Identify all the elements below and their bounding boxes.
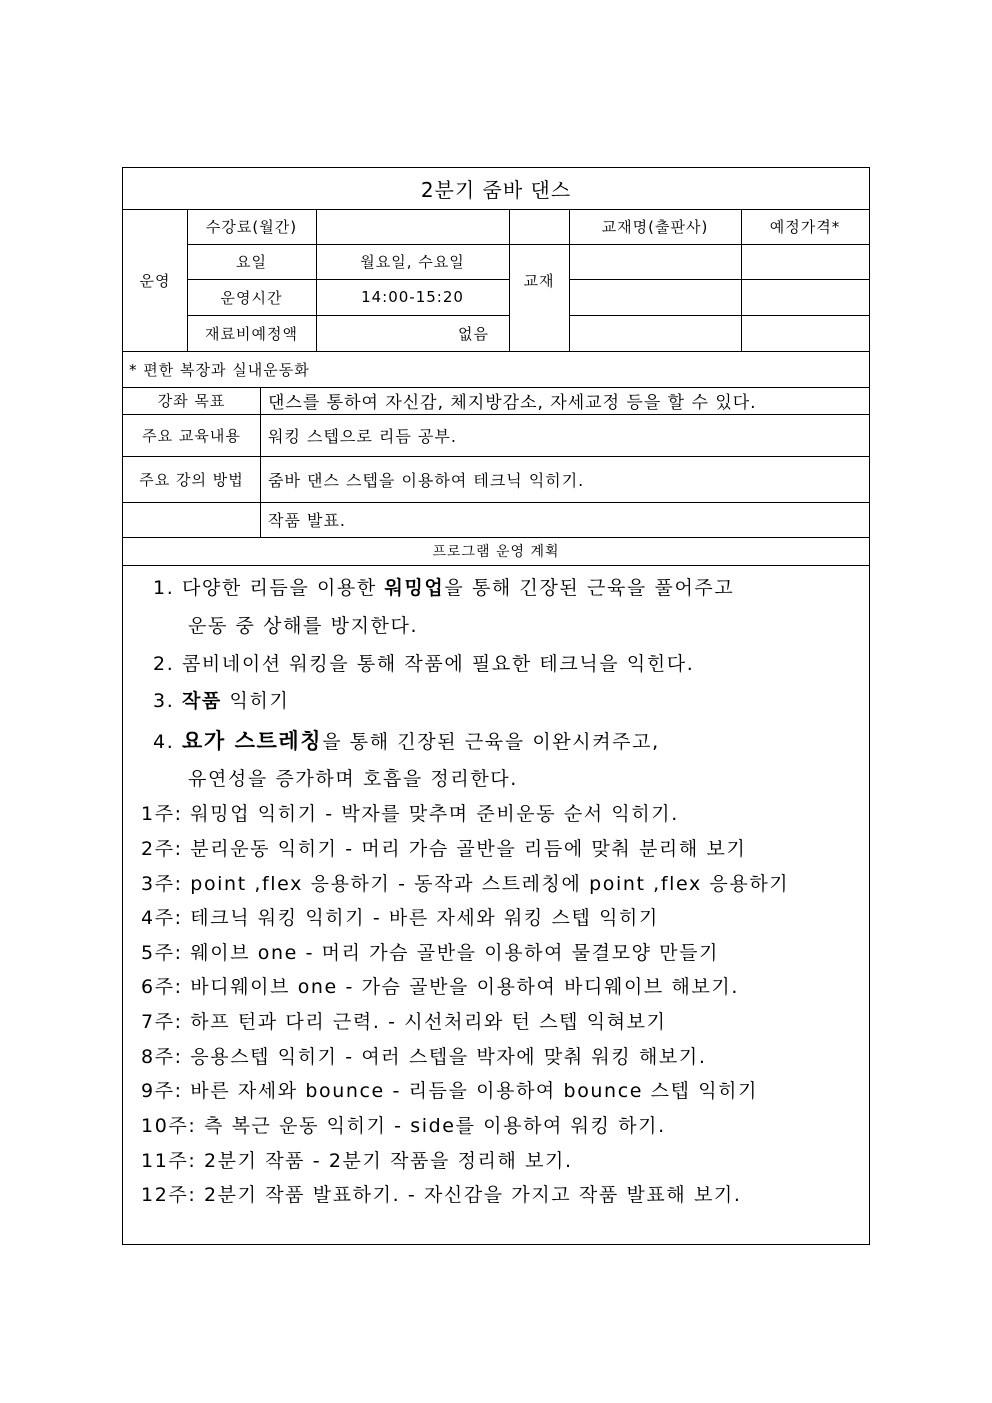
content-value: 워킹 스텝으로 리듬 공부. <box>268 426 457 446</box>
plan-goal-1-cont: 운동 중 상해를 방지한다. <box>188 615 419 637</box>
day-label: 요일 <box>236 253 267 271</box>
fee-label: 수강료(월간) <box>205 218 298 236</box>
plan-goal-3: 3. 작품 익히기 <box>153 690 290 712</box>
textbook-label: 교재 <box>523 271 555 290</box>
course-plan-table <box>122 167 870 1245</box>
divider <box>569 279 869 280</box>
operation-label: 운영 <box>139 271 171 290</box>
goal-value: 댄스를 통하여 자신감, 체지방감소, 자세교정 등을 할 수 있다. <box>268 393 757 413</box>
time-value: 14:00-15:20 <box>361 288 464 306</box>
plan-goal-4-cont: 유연성을 증가하며 호흡을 정리한다. <box>188 768 518 790</box>
week-item: 9주: 바른 자세와 bounce - 리듬을 이용하여 bounce 스텝 익히기 <box>141 1080 759 1102</box>
plan-goal-4: 4. 요가 스트레칭을 통해 긴장된 근육을 이완시켜주고, <box>153 729 660 753</box>
plan-header: 프로그램 운영 계획 <box>432 544 560 560</box>
week-item: 7주: 하프 턴과 다리 근력. - 시선처리와 턴 스텝 익혀보기 <box>141 1011 667 1033</box>
goal-label: 강좌 목표 <box>157 392 226 410</box>
textbook-name-header: 교재명(출판사) <box>601 218 709 236</box>
week-item: 5주: 웨이브 one - 머리 가슴 골반을 이용하여 물결모양 만들기 <box>141 942 720 964</box>
fee-value <box>316 209 509 244</box>
day-value: 월요일, 수요일 <box>360 253 465 271</box>
week-item: 11주: 2분기 작품 - 2분기 작품을 정리해 보기. <box>141 1150 573 1172</box>
week-item: 10주: 측 복근 운동 익히기 - side를 이용하여 워킹 하기. <box>141 1115 666 1137</box>
extra-value: 작품 발표. <box>268 511 346 530</box>
content-label: 주요 교육내용 <box>142 426 241 445</box>
week-item: 1주: 워밍업 익히기 - 박자를 맞추며 준비운동 순서 익히기. <box>141 803 679 825</box>
divider <box>569 315 869 316</box>
week-item: 6주: 바디웨이브 one - 가슴 골반을 이용하여 바디웨이브 해보기. <box>141 976 740 998</box>
plan-goal-2: 2. 콤비네이션 워킹을 통해 작품에 필요한 테크닉을 익힌다. <box>153 653 695 675</box>
week-item: 4주: 테크닉 워킹 익히기 - 바른 자세와 워킹 스텝 익히기 <box>141 907 659 929</box>
material-cost-label: 재료비예정액 <box>205 324 298 343</box>
page-title: 2분기 줌바 댄스 <box>420 178 572 202</box>
week-item: 8주: 응용스텝 익히기 - 여러 스텝을 박자에 맞춰 워킹 해보기. <box>141 1046 707 1068</box>
dress-note: * 편한 복장과 실내운동화 <box>129 360 310 379</box>
week-item: 2주: 분리운동 익히기 - 머리 가슴 골반을 리듬에 맞춰 분리해 보기 <box>141 838 747 860</box>
time-label: 운영시간 <box>220 288 283 307</box>
material-cost-value: 없음 <box>458 324 489 343</box>
method-label: 주요 강의 방법 <box>139 470 244 489</box>
method-value: 줌바 댄스 스텝을 이용하여 테크닉 익히기. <box>268 470 585 490</box>
textbook-price-header: 예정가격* <box>769 218 841 236</box>
week-item: 12주: 2분기 작품 발표하기. - 자신감을 가지고 작품 발표해 보기. <box>141 1184 742 1206</box>
divider <box>123 565 869 566</box>
week-item: 3주: point ,flex 응용하기 - 동작과 스트레칭에 point ,flex 응용하기 <box>141 873 790 895</box>
plan-goal-1: 1. 다양한 리듬을 이용한 워밍업을 통해 긴장된 근육을 풀어주고 <box>153 577 735 599</box>
